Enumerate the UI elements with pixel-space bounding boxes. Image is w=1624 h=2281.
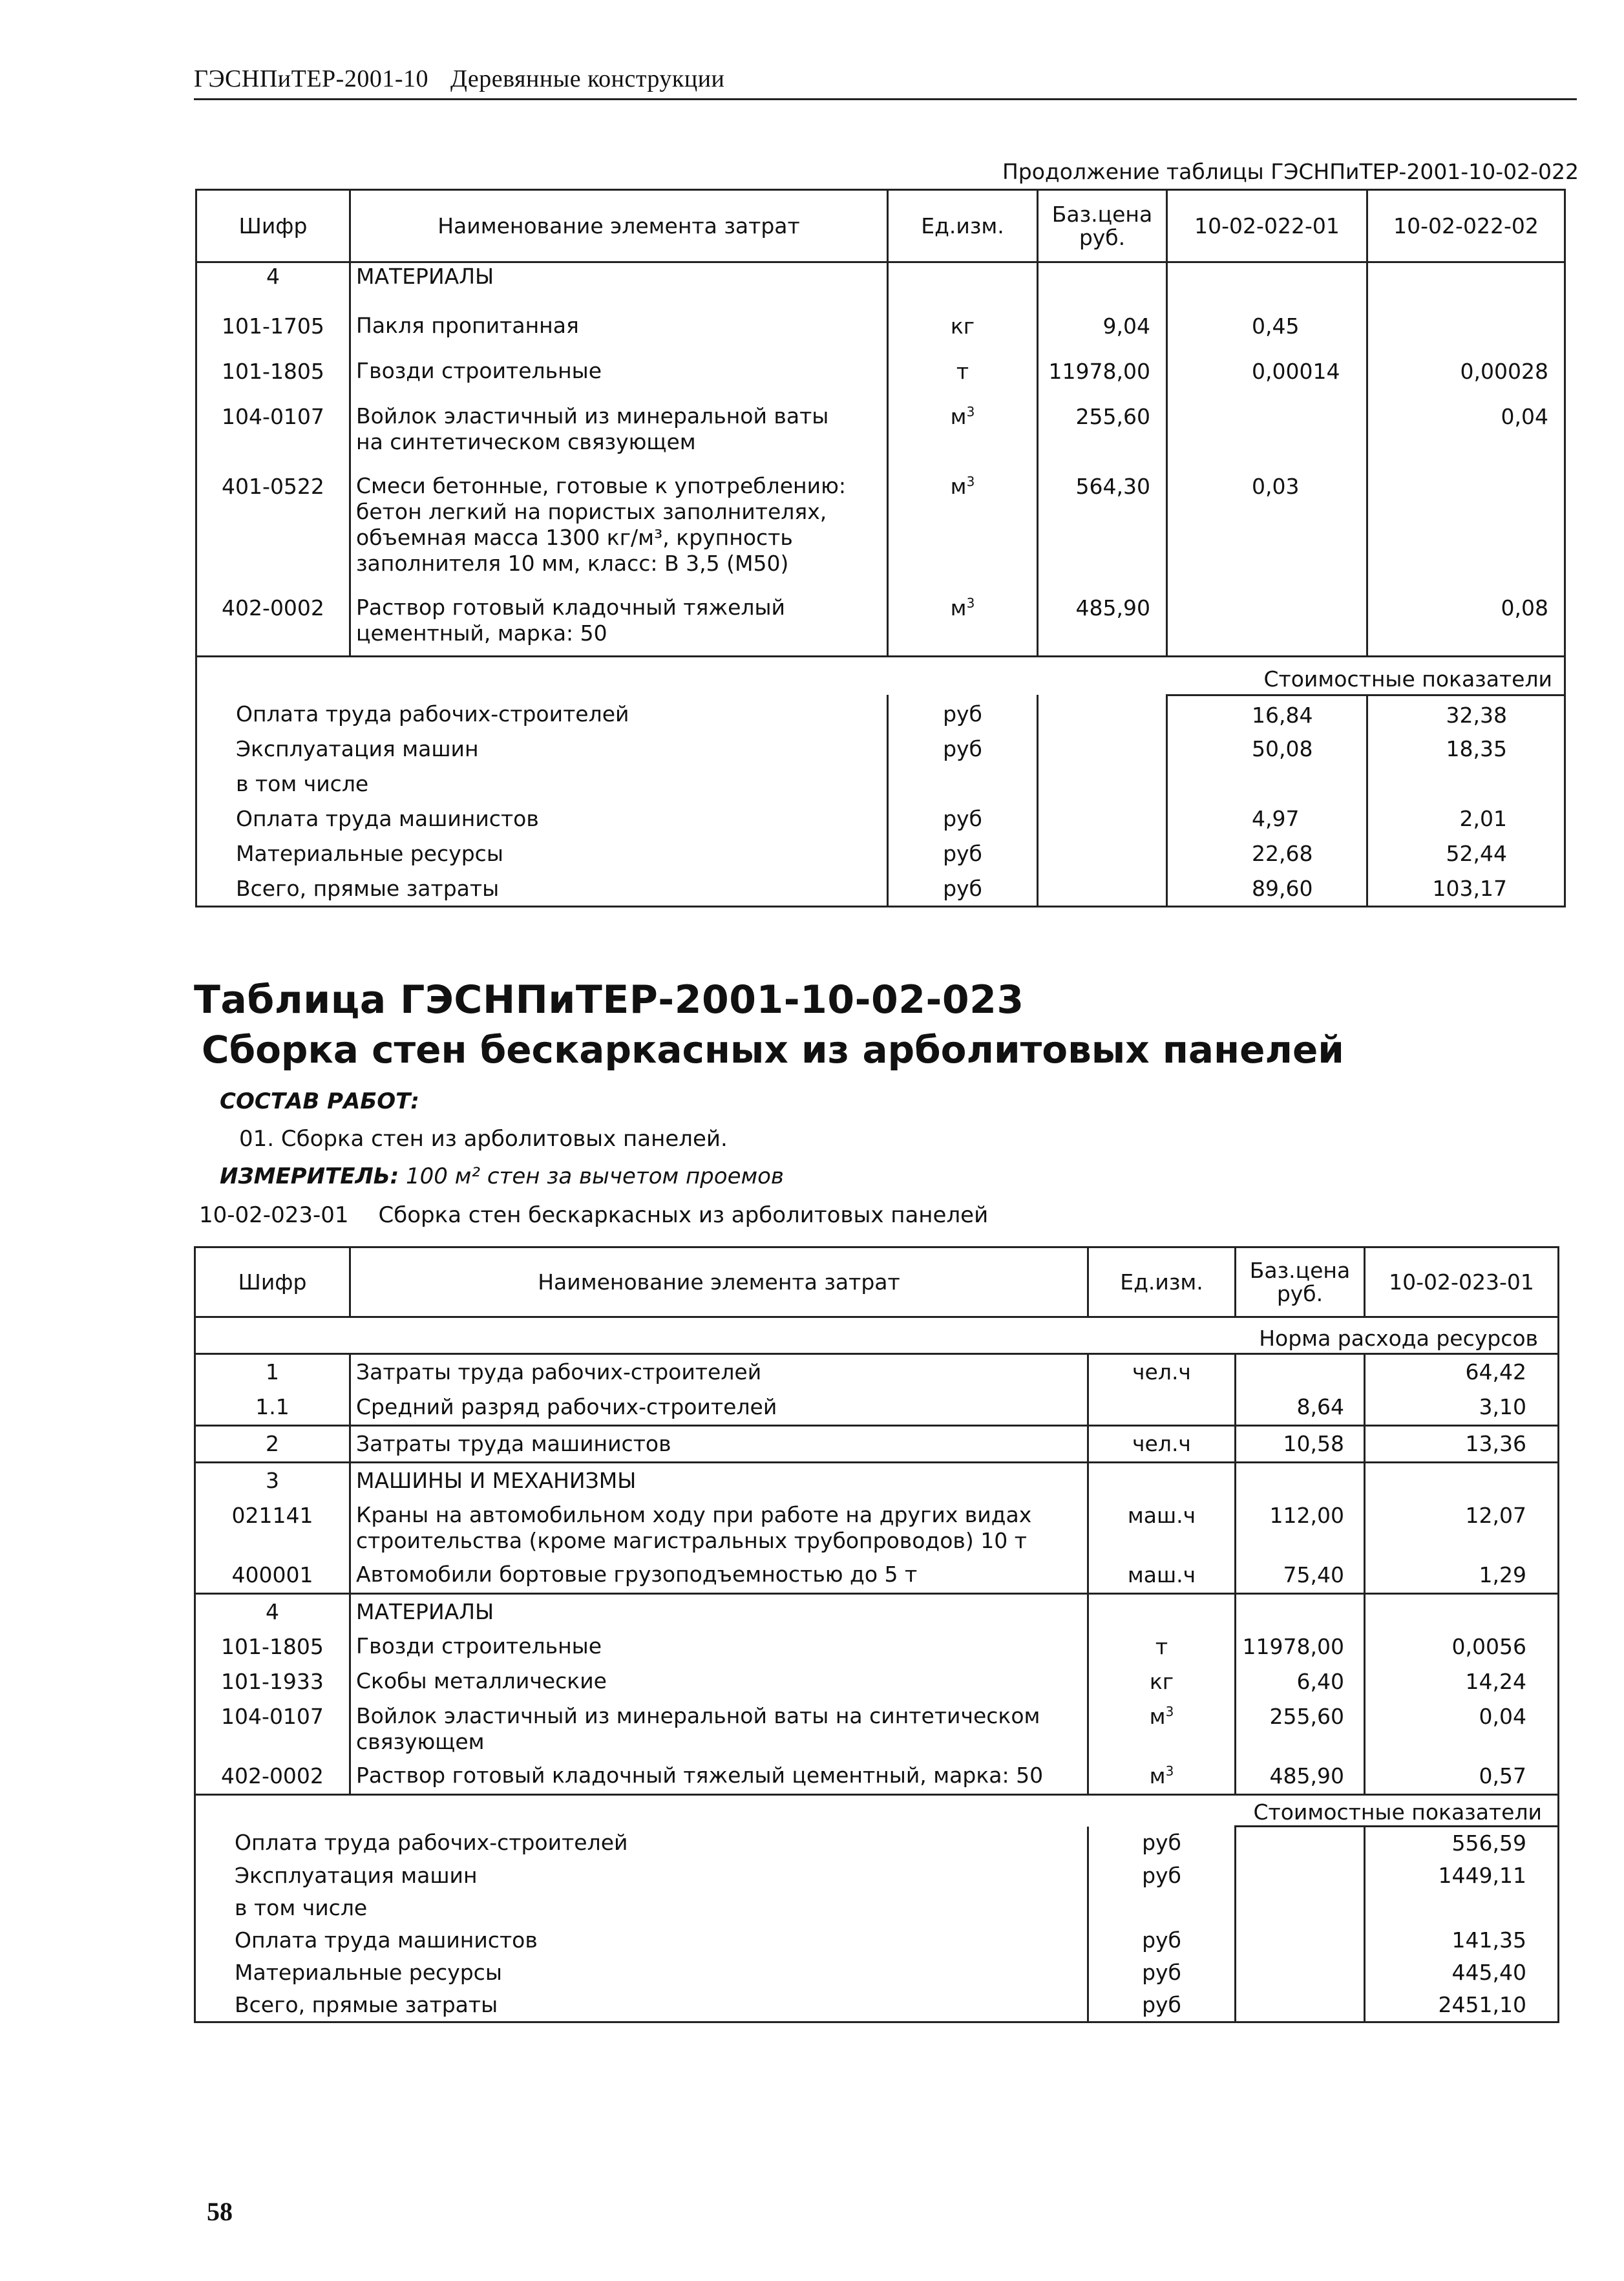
cost-v1: 22,68 bbox=[1167, 837, 1367, 872]
unit-cell: кг bbox=[888, 304, 1038, 349]
cost-unit: руб bbox=[1088, 1924, 1236, 1957]
code-line-desc: Сборка стен бескаркасных из арболитовых панелей bbox=[378, 1202, 989, 1228]
cost-v1: 50,08 bbox=[1167, 732, 1367, 767]
code-line bbox=[199, 1202, 988, 1228]
cost-v1: 89,60 bbox=[1167, 872, 1367, 907]
cost-unit: руб bbox=[1088, 1989, 1236, 2022]
page-number: 58 bbox=[207, 2197, 233, 2226]
cost-row bbox=[196, 767, 1565, 802]
works-label: СОСТАВ РАБОТ: bbox=[220, 1088, 419, 1114]
value-v1 bbox=[1167, 394, 1367, 464]
col-v1-header: 10-02-022-01 bbox=[1167, 190, 1367, 262]
col-price-header: Баз.цена руб. bbox=[1236, 1247, 1365, 1317]
cost-unit: руб bbox=[1088, 1957, 1236, 1989]
unit-superscript: 3 bbox=[966, 473, 975, 489]
cost-item-name bbox=[350, 586, 888, 657]
name-line: связующем bbox=[356, 1729, 485, 1754]
unit-cell: $м^3$ bbox=[1088, 1699, 1236, 1759]
value-v: 0,04 bbox=[1365, 1699, 1559, 1759]
unit-cell: т bbox=[888, 349, 1038, 394]
base-price: 6,40 bbox=[1236, 1664, 1365, 1699]
table-row bbox=[196, 464, 1565, 586]
unit-cell: $м^3$ bbox=[888, 586, 1038, 657]
table-row bbox=[195, 1759, 1559, 1795]
unit-superscript: 3 bbox=[966, 403, 975, 419]
cost-v: 445,40 bbox=[1365, 1957, 1559, 1989]
value-v2 bbox=[1367, 464, 1565, 586]
cost-v2: 2,01 bbox=[1367, 802, 1565, 837]
value-v1: 0,00014 bbox=[1167, 349, 1367, 394]
base-price: 255,60 bbox=[1236, 1699, 1365, 1759]
cost-label: Оплата труда машинистов bbox=[195, 1924, 1088, 1957]
cost-label: в том числе bbox=[196, 767, 888, 802]
base-price: 11978,00 bbox=[1038, 349, 1167, 394]
row-name: Затраты труда машинистов bbox=[350, 1426, 1088, 1463]
cost-row bbox=[195, 1989, 1559, 2022]
unit-cell bbox=[1088, 1390, 1236, 1426]
meter-line bbox=[220, 1163, 784, 1189]
cost-header-row bbox=[195, 1795, 1559, 1827]
table-row bbox=[195, 1699, 1559, 1759]
value-v: 3,10 bbox=[1365, 1390, 1559, 1426]
cost-label: Оплата труда машинистов bbox=[196, 802, 888, 837]
base-price: 75,40 bbox=[1236, 1558, 1365, 1594]
name-line: бетон легкий на пористых заполнителях, bbox=[356, 498, 827, 524]
name-line: Автомобили бортовые грузоподъемностью до 5 т bbox=[356, 1562, 918, 1587]
row-code: 401-0522 bbox=[196, 464, 350, 586]
cost-v2: 32,38 bbox=[1367, 695, 1565, 732]
col-code-header: Шифр bbox=[195, 1247, 350, 1317]
unit-superscript: 3 bbox=[1165, 1763, 1174, 1779]
header-code: ГЭСНПиТЕР-2001-10 bbox=[194, 65, 428, 92]
table-row bbox=[196, 586, 1565, 657]
cost-label: в том числе bbox=[195, 1892, 1088, 1924]
table1-caption: Продолжение таблицы ГЭСНПиТЕР-2001-10-02-022 bbox=[1002, 159, 1579, 184]
table2-subtitle: Сборка стен бескаркасных из арболитовых панелей bbox=[202, 1028, 1344, 1072]
cost-item-name bbox=[350, 394, 888, 464]
value-v2: 0,04 bbox=[1367, 394, 1565, 464]
base-price: 9,04 bbox=[1038, 304, 1167, 349]
cost-v2: 52,44 bbox=[1367, 837, 1565, 872]
base-price: 485,90 bbox=[1236, 1759, 1365, 1795]
cost-row bbox=[195, 1827, 1559, 1860]
value-v: 64,42 bbox=[1365, 1354, 1559, 1390]
meter-label: ИЗМЕРИТЕЛЬ: bbox=[220, 1163, 399, 1189]
row-code: 400001 bbox=[195, 1558, 350, 1594]
row-code: 104-0107 bbox=[195, 1699, 350, 1759]
cost-item-name bbox=[350, 1498, 1088, 1558]
row-code: 101-1805 bbox=[196, 349, 350, 394]
cost-v: 556,59 bbox=[1365, 1827, 1559, 1860]
value-v: 0,0056 bbox=[1365, 1629, 1559, 1664]
value-v1: 0,45 bbox=[1167, 304, 1367, 349]
base-price: 8,64 bbox=[1236, 1390, 1365, 1426]
cost-unit: руб bbox=[888, 872, 1038, 907]
unit-cell: чел.ч bbox=[1088, 1354, 1236, 1390]
cost-label: Эксплуатация машин bbox=[196, 732, 888, 767]
cost-row bbox=[195, 1924, 1559, 1957]
name-line: Скобы металлические bbox=[356, 1668, 607, 1693]
meter-value: 100 м² стен за вычетом проемов bbox=[406, 1163, 784, 1189]
cost-v: 1449,11 bbox=[1365, 1860, 1559, 1892]
table-row bbox=[196, 304, 1565, 349]
row-code: 402-0002 bbox=[195, 1759, 350, 1795]
table2-title: Таблица ГЭСНПиТЕР-2001-10-02-023 bbox=[194, 977, 1024, 1023]
row-code: 101-1705 bbox=[196, 304, 350, 349]
table-row bbox=[195, 1558, 1559, 1594]
row-code: 1 bbox=[195, 1354, 350, 1390]
name-line: на синтетическом связующем bbox=[356, 429, 696, 454]
cost-unit: руб bbox=[1088, 1827, 1236, 1860]
row-code: 1.1 bbox=[195, 1390, 350, 1426]
col-v2-header: 10-02-022-02 bbox=[1367, 190, 1565, 262]
section-row bbox=[195, 1594, 1559, 1630]
section-name: МАШИНЫ И МЕХАНИЗМЫ bbox=[350, 1463, 1088, 1499]
cost-row bbox=[196, 695, 1565, 732]
norm-header: Норма расхода ресурсов bbox=[1236, 1317, 1559, 1354]
col-v-header: 10-02-023-01 bbox=[1365, 1247, 1559, 1317]
row-code: 4 bbox=[195, 1594, 350, 1630]
unit-superscript: 3 bbox=[1165, 1704, 1174, 1719]
name-line: Войлок эластичный из минеральной ваты bbox=[356, 403, 829, 429]
cost-unit: руб bbox=[1088, 1860, 1236, 1892]
cost-item-name bbox=[350, 1759, 1088, 1795]
value-v: 1,29 bbox=[1365, 1558, 1559, 1594]
base-price: 11978,00 bbox=[1236, 1629, 1365, 1664]
col-name-header: Наименование элемента затрат bbox=[350, 190, 888, 262]
table1 bbox=[195, 189, 1566, 907]
cost-header: Стоимостные показатели bbox=[1167, 656, 1565, 695]
col-code-header: Шифр bbox=[196, 190, 350, 262]
cost-unit: руб bbox=[888, 732, 1038, 767]
value-v1 bbox=[1167, 586, 1367, 657]
cost-row bbox=[195, 1860, 1559, 1892]
unit-cell: $м^3$ bbox=[888, 394, 1038, 464]
cost-row bbox=[196, 802, 1565, 837]
cost-row bbox=[195, 1892, 1559, 1924]
row-code: 101-1933 bbox=[195, 1664, 350, 1699]
table-row bbox=[195, 1498, 1559, 1558]
col-price-header: Баз.цена руб. bbox=[1038, 190, 1167, 262]
cost-item-name bbox=[350, 1629, 1088, 1664]
value-v1: 0,03 bbox=[1167, 464, 1367, 586]
base-price: 564,30 bbox=[1038, 464, 1167, 586]
cost-item-name bbox=[350, 1664, 1088, 1699]
cost-v1: 16,84 bbox=[1167, 695, 1367, 732]
section-name: МАТЕРИАЛЫ bbox=[350, 1594, 1088, 1630]
table2-header-row bbox=[195, 1247, 1559, 1317]
name-line: Пакля пропитанная bbox=[356, 312, 579, 338]
cost-item-name bbox=[350, 464, 888, 586]
cost-label: Оплата труда рабочих-строителей bbox=[195, 1827, 1088, 1860]
row-code: 402-0002 bbox=[196, 586, 350, 657]
cost-v2: 18,35 bbox=[1367, 732, 1565, 767]
table-row bbox=[195, 1664, 1559, 1699]
cost-unit: руб bbox=[888, 695, 1038, 732]
unit-cell: маш.ч bbox=[1088, 1498, 1236, 1558]
value-v: 13,36 bbox=[1365, 1426, 1559, 1463]
name-line: Войлок эластичный из минеральной ваты на синтетическом bbox=[356, 1703, 1040, 1728]
name-line: строительства (кроме магистральных трубопроводов) 10 т bbox=[356, 1528, 1027, 1553]
unit-cell: т bbox=[1088, 1629, 1236, 1664]
value-v2: 0,08 bbox=[1367, 586, 1565, 657]
name-line: заполнителя 10 мм, класс: В 3,5 (М50) bbox=[356, 550, 789, 576]
table-row bbox=[195, 1426, 1559, 1463]
header-title: Деревянные конструкции bbox=[450, 65, 725, 92]
unit-cell: $м^3$ bbox=[888, 464, 1038, 586]
col-unit-header: Ед.изм. bbox=[888, 190, 1038, 262]
row-name: Затраты труда рабочих-строителей bbox=[350, 1354, 1088, 1390]
cost-unit: руб bbox=[888, 802, 1038, 837]
value-v2: 0,00028 bbox=[1367, 349, 1565, 394]
table-row bbox=[195, 1629, 1559, 1664]
code-line-code: 10-02-023-01 bbox=[199, 1202, 349, 1228]
base-price bbox=[1236, 1354, 1365, 1390]
table2 bbox=[194, 1246, 1559, 2023]
cost-header: Стоимостные показатели bbox=[1236, 1795, 1559, 1827]
name-line: объемная масса 1300 кг/м³, крупность bbox=[356, 524, 793, 550]
cost-row bbox=[196, 732, 1565, 767]
cost-label: Всего, прямые затраты bbox=[196, 872, 888, 907]
table1-header-row bbox=[196, 190, 1565, 262]
name-line: Смеси бетонные, готовые к употреблению: bbox=[356, 472, 846, 498]
unit-cell: чел.ч bbox=[1088, 1426, 1236, 1463]
cost-unit: руб bbox=[888, 837, 1038, 872]
row-code: 3 bbox=[195, 1463, 350, 1499]
cost-v bbox=[1365, 1892, 1559, 1924]
cost-label: Материальные ресурсы bbox=[196, 837, 888, 872]
base-price: 10,58 bbox=[1236, 1426, 1365, 1463]
table-row bbox=[196, 394, 1565, 464]
cost-v: 2451,10 bbox=[1365, 1989, 1559, 2022]
table-row bbox=[195, 1354, 1559, 1390]
work-item: 01. Сборка стен из арболитовых панелей. bbox=[239, 1126, 728, 1152]
table-row bbox=[195, 1390, 1559, 1426]
col-unit-header: Ед.изм. bbox=[1088, 1247, 1236, 1317]
cost-label: Материальные ресурсы bbox=[195, 1957, 1088, 1989]
cost-unit bbox=[888, 767, 1038, 802]
section-row bbox=[195, 1463, 1559, 1499]
cost-row bbox=[195, 1957, 1559, 1989]
cost-v2 bbox=[1367, 767, 1565, 802]
row-code: 101-1805 bbox=[195, 1629, 350, 1664]
cost-item-name bbox=[350, 349, 888, 394]
cost-unit bbox=[1088, 1892, 1236, 1924]
section-code: 4 bbox=[196, 262, 350, 304]
unit-cell: маш.ч bbox=[1088, 1558, 1236, 1594]
running-header bbox=[194, 65, 724, 93]
cost-item-name bbox=[350, 1699, 1088, 1759]
name-line: Раствор готовый кладочный тяжелый bbox=[356, 594, 785, 620]
name-line: Раствор готовый кладочный тяжелый цементный, марка: 50 bbox=[356, 1763, 1044, 1788]
cost-v1 bbox=[1167, 767, 1367, 802]
name-line: Гвозди строительные bbox=[356, 1633, 602, 1659]
name-line: цементный, марка: 50 bbox=[356, 620, 607, 646]
table-row bbox=[196, 349, 1565, 394]
base-price: 255,60 bbox=[1038, 394, 1167, 464]
cost-v2: 103,17 bbox=[1367, 872, 1565, 907]
cost-label: Оплата труда рабочих-строителей bbox=[196, 695, 888, 732]
unit-superscript: 3 bbox=[966, 595, 975, 611]
col-name-header: Наименование элемента затрат bbox=[350, 1247, 1088, 1317]
base-price: 485,90 bbox=[1038, 586, 1167, 657]
value-v: 0,57 bbox=[1365, 1759, 1559, 1795]
cost-v1: 4,97 bbox=[1167, 802, 1367, 837]
cost-label: Эксплуатация машин bbox=[195, 1860, 1088, 1892]
row-code: 021141 bbox=[195, 1498, 350, 1558]
cost-row bbox=[196, 837, 1565, 872]
row-name: Средний разряд рабочих-строителей bbox=[350, 1390, 1088, 1426]
cost-label: Всего, прямые затраты bbox=[195, 1989, 1088, 2022]
section-name: МАТЕРИАЛЫ bbox=[350, 262, 888, 304]
cost-item-name bbox=[350, 1558, 1088, 1594]
header-rule bbox=[194, 98, 1577, 100]
row-code: 2 bbox=[195, 1426, 350, 1463]
section-row bbox=[196, 262, 1565, 304]
unit-cell: $м^3$ bbox=[1088, 1759, 1236, 1795]
cost-row bbox=[196, 872, 1565, 907]
cost-header-row bbox=[196, 656, 1565, 695]
row-code: 104-0107 bbox=[196, 394, 350, 464]
value-v: 14,24 bbox=[1365, 1664, 1559, 1699]
norm-header-row bbox=[195, 1317, 1559, 1354]
name-line: Гвозди строительные bbox=[356, 357, 602, 383]
unit-cell: кг bbox=[1088, 1664, 1236, 1699]
cost-v: 141,35 bbox=[1365, 1924, 1559, 1957]
value-v: 12,07 bbox=[1365, 1498, 1559, 1558]
value-v2 bbox=[1367, 304, 1565, 349]
name-line: Краны на автомобильном ходу при работе на других видах bbox=[356, 1502, 1032, 1527]
cost-item-name bbox=[350, 304, 888, 349]
base-price: 112,00 bbox=[1236, 1498, 1365, 1558]
